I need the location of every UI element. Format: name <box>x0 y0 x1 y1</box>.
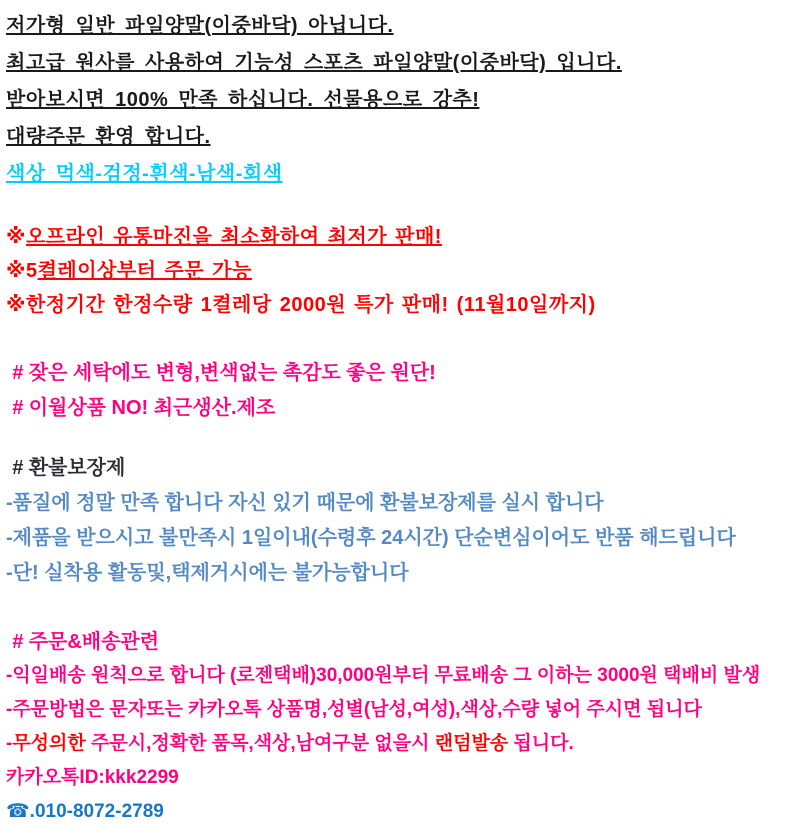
random-seg-dash: - <box>6 733 13 754</box>
refund-line-3: -단! 실착용 활동및,택제거시에는 불가능합니다 <box>6 562 409 584</box>
promo-line-1-text: 오프라인 유통마진을 최소화하여 최저가 판매! <box>25 226 442 248</box>
hash-mark: # <box>12 457 29 479</box>
hash-mark: # <box>12 631 29 653</box>
random-seg-end: 됩니다. <box>508 733 574 754</box>
promo-section <box>6 220 785 322</box>
random-seg-body: 주문시,정확한 품목,색상,남여구분 없을시 <box>85 733 435 754</box>
order-heading <box>6 625 785 659</box>
refund-line-2: -제품을 받으시고 불만족시 1일이내(수령후 24시간) 단순변심이어도 반품 해드립니다 <box>6 527 736 549</box>
shipping-line: -익일배송 원칙으로 합니다 (로젠택배)30,000원부터 무료배송 그 이하는 3000원 택배비 발생 <box>6 665 761 686</box>
hash-mark: # <box>12 362 29 384</box>
kakao-id-line: 카카오톡ID:kkk2299 <box>6 767 179 788</box>
promo-line-2-text: 켤레이상부터 주문 가능 <box>37 260 252 282</box>
phone-icon: ☎ <box>6 801 30 822</box>
color-options-line: 색상 먹색-검정-흰색-남색-회색 <box>6 163 283 185</box>
random-seg-random: 랜덤발송 <box>434 733 509 754</box>
refund-heading-text: 환불보장제 <box>28 457 126 479</box>
refund-line-1: -품질에 정말 만족 합니다 자신 있기 때문에 환불보장제를 실시 합니다 <box>6 492 604 514</box>
refund-section <box>6 451 785 591</box>
feature-line-1 <box>6 356 785 391</box>
promo-line-1-prefix: ※ <box>6 226 26 248</box>
refund-heading <box>6 451 785 486</box>
hash-mark: # <box>12 397 29 419</box>
feature-line-2 <box>6 391 785 426</box>
promo-line-2 <box>6 254 785 288</box>
feature-line-1-text: 잦은 세탁에도 변형,변색없는 촉감도 좋은 원단! <box>28 362 436 384</box>
intro-section <box>6 8 785 193</box>
feature-line-2-text: 이월상품 NO! 최근생산.제조 <box>28 397 276 419</box>
intro-line-3: 받아보시면 100% 만족 하십니다. 선물용으로 강추! <box>6 89 480 111</box>
promo-line-1 <box>6 220 785 254</box>
phone-line <box>6 795 785 829</box>
random-seg-warning: 무성의한 <box>12 733 86 754</box>
features-section <box>6 356 785 426</box>
promo-line-2-prefix: ※5 <box>6 260 38 282</box>
order-heading-text: 주문&배송관련 <box>28 631 160 653</box>
intro-line-4: 대량주문 환영 합니다. <box>6 126 211 148</box>
random-shipping-line <box>6 727 785 761</box>
phone-number: .010-8072-2789 <box>29 801 164 822</box>
intro-line-2: 최고급 원사를 사용하여 기능성 스포츠 파일양말(이중바닥) 입니다. <box>6 52 622 74</box>
intro-line-1: 저가형 일반 파일양말(이중바닥) 아닙니다. <box>6 15 394 37</box>
promo-line-3: ※한정기간 한정수량 1켤레당 2000원 특가 판매! (11월10일까지) <box>6 294 596 316</box>
order-section <box>6 625 785 829</box>
order-method-line: -주문방법은 문자또는 카카오톡 상품명,성별(남성,여성),색상,수량 넣어 주시면 됩니다 <box>6 699 702 720</box>
